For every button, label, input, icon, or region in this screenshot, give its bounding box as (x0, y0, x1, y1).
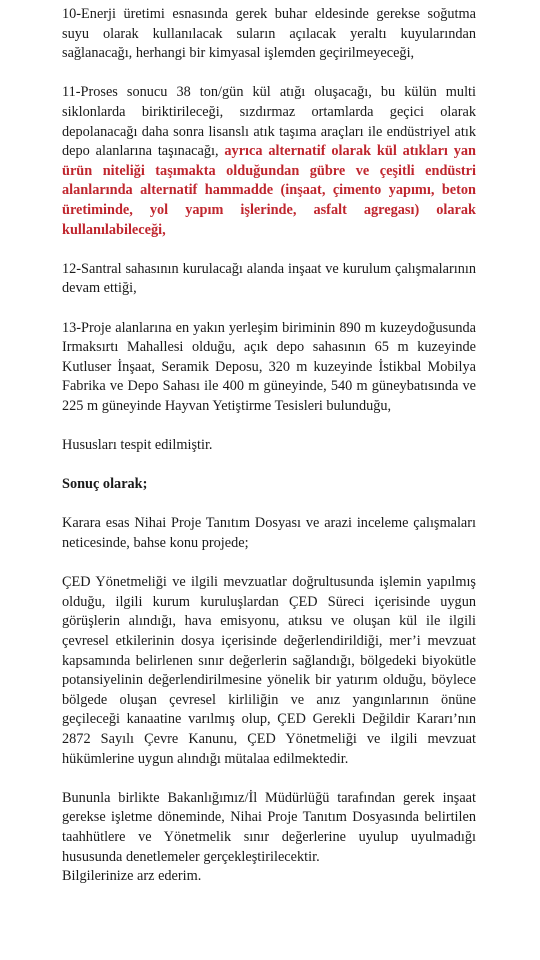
paragraph-13: 13-Proje alanlarına en yakın yerleşim biriminin 890 m kuzeydoğusunda Irmaksırtı Mahallesi olduğu, açık depo sahasının 65 m kuzeyinde Kutluser İnşaat, Seramik Deposu, 320 m kuzeyinde İstikbal Mobilya Fabrika ve Depo Sahası ile 400 m güneyinde, 540 m güneybatısında ve 225 m güneyinde Hayvan Yetiştirme Tesisleri bulunduğu, (62, 319, 476, 414)
closing-line: Bilgilerinize arz ederim. (62, 868, 202, 885)
findings-statement: Hususları tespit edilmiştir. (62, 437, 213, 454)
document-body (62, 5, 476, 887)
paragraph-11-text: 11-Proses sonucu 38 ton/gün kül atığı oluşacağı, bu külün multi siklonlarda biriktirileceği, sızdırmaz ortamlarda geçici olarak depolanacağı daha sonra lisanslı atık taşıma araçları ile endüstriyel atık depo alanlarına taşınacağı, (62, 84, 476, 160)
inspection-paragraph: Bununla birlikte Bakanlığımız/İl Müdürlüğü tarafından gerek inşaat gerekse işletme döneminde, Nihai Proje Tanıtım Dosyasında belirtilen taahhütlere ve Yönetmelik sınır değerlerine uyulup uyulmadığı hususunda denetlemeler gerçekleştirilecektir. (62, 789, 476, 865)
conclusion-heading: Sonuç olarak; (62, 476, 148, 493)
eia-paragraph: ÇED Yönetmeliği ve ilgili mevzuatlar doğrultusunda işlemin yapılmış olduğu, ilgili kurum kuruluşlardan ÇED Süreci içerisinde uygun görüşlerin alındığı, hava emisyonu, atıksu ve oluşan kül ile ilgili çevresel etkilerinin dosya içerisinde değerlendirildiği, mer’i mevzuat kapsamında belirlenen sınır değerlerin sağlandığı, bölgedeki biyokütle potansiyelinin değerlendirilmesine yönelik bir yatırım olduğu, böylece bölgede oluşan çevresel kirliliğin ve anız yangınlarının önüne geçileceği kanaatine varılmış olup, ÇED Gerekli Değildir Kararı’nın 2872 Sayılı Çevre Kanunu, ÇED Yönetmeliği ve ilgili mevzuat hükümlerine uygun alındığı mütalaa edilmektedir. (62, 574, 476, 767)
paragraph-11-highlight: ayrıca alternatif olarak kül atıkları yan ürün niteliği taşımakta olduğundan gübre ve çeşitli endüstri alanlarında alternatif hammadde (inşaat, çimento yapımı, beton üretiminde, yol yapım işlerinde, asfalt agregası) olarak kullanılabileceği, (62, 143, 476, 238)
paragraph-10: 10-Enerji üretimi esnasında gerek buhar eldesinde gerekse soğutma suyu olarak kullanılacak suların açılacak yeraltı kuyularından sağlanacağı, herhangi bir kimyasal işlemden geçirilmeyeceği, (62, 6, 476, 62)
basis-paragraph: Karara esas Nihai Proje Tanıtım Dosyası ve arazi inceleme çalışmaları neticesinde, bahse konu projede; (62, 515, 476, 552)
paragraph-11 (62, 83, 476, 240)
paragraph-12: 12-Santral sahasının kurulacağı alanda inşaat ve kurulum çalışmalarının devam ettiği, (62, 260, 476, 297)
